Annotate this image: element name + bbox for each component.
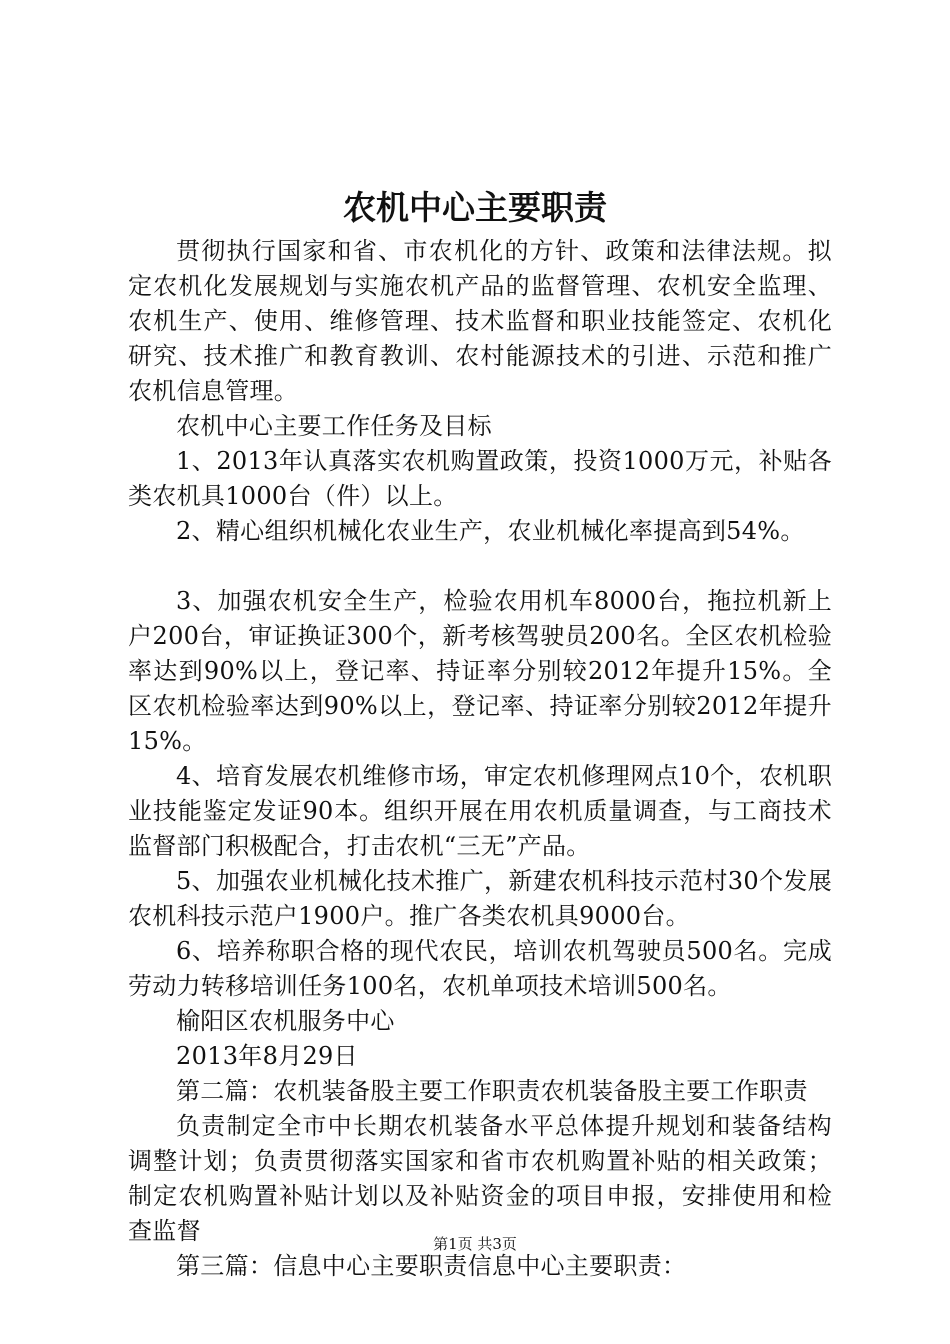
section-two-body: 负责制定全市中长期农机装备水平总体提升规划和装备结构调整计划；负责贯彻落实国家和省市农机购置补贴的相关政策；制定农机购置补贴计划以及补贴资金的项目申报，安排使用和检查监督: [128, 1112, 832, 1245]
page-number: 第1页 共3页: [433, 1235, 517, 1253]
paragraph-item-3: 3、加强农机安全生产，检验农用机车8000台，拖拉机新上户200台，审证换证300个，新考核驾驶员200名。全区农机检验率达到90%以上，登记率、持证率分别较2012年提升15%。全区农机检验率达到90%以上，登记率、持证率分别较2012年提升15%。: [128, 587, 832, 755]
paragraph-tasks-heading: 农机中心主要工作任务及目标: [176, 412, 492, 440]
paragraph-item-6: 6、培养称职合格的现代农民，培训农机驾驶员500名。完成劳动力转移培训任务100名，农机单项技术培训500名。: [128, 937, 832, 1000]
paragraph-item-4: 4、培育发展农机维修市场，审定农机修理网点10个，农机职业技能鉴定发证90本。组织开展在用农机质量调查，与工商技术监督部门积极配合，打击农机“三无”产品。: [128, 762, 832, 860]
paragraph-item-1: 1、2013年认真落实农机购置政策，投资1000万元，补贴各类农机具1000台（件）以上。: [128, 447, 832, 510]
section-three-heading: 第三篇：信息中心主要职责信息中心主要职责：: [176, 1252, 687, 1280]
signature-date: 2013年8月29日: [176, 1042, 358, 1070]
section-two-heading: 第二篇：农机装备股主要工作职责农机装备股主要工作职责: [176, 1077, 808, 1105]
paragraph-item-2: 2、精心组织机械化农业生产，农业机械化率提高到54%。: [176, 517, 805, 545]
paragraph-duties: 贯彻执行国家和省、市农机化的方针、政策和法律法规。拟定农机化发展规划与实施农机产品的监督管理、农机安全监理、农机生产、使用、维修管理、技术监督和职业技能签定、农机化研究、技术推广和教育教训、农村能源技术的引进、示范和推广农机信息管理。: [128, 237, 832, 405]
paragraph-item-5: 5、加强农业机械化技术推广，新建农机科技示范村30个发展农机科技示范户1900户。推广各类农机具9000台。: [128, 867, 832, 930]
signature-organization: 榆阳区农机服务中心: [176, 1007, 395, 1035]
document-title: 农机中心主要职责: [343, 188, 607, 227]
document-body: [128, 234, 832, 1284]
